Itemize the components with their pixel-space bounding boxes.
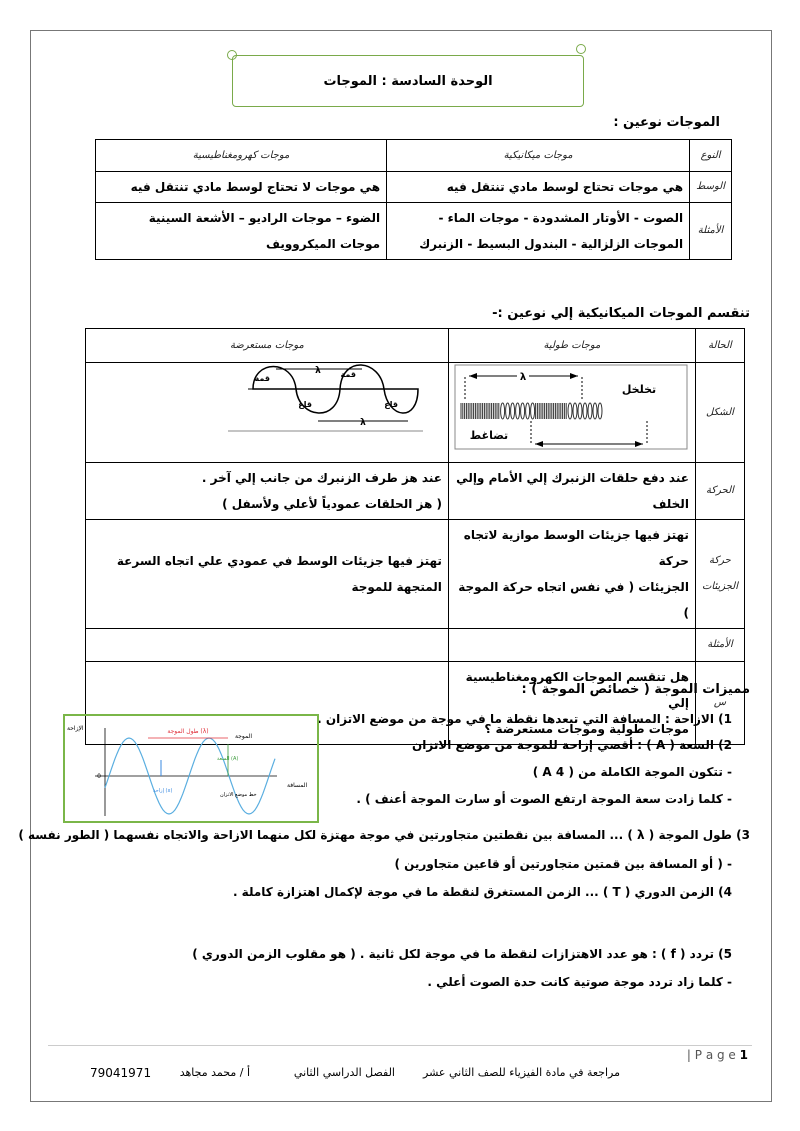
text-line: تهتز فيها جزيئات الوسط في عمودي علي اتجاه السرعة xyxy=(116,554,442,568)
amplitude-label: السعة (A) xyxy=(217,756,239,762)
section3-heading: مميزات الموجة ( خصائص الموجة ) : xyxy=(521,682,750,697)
unit-title: الوحدة السادسة : الموجات xyxy=(323,73,493,89)
transverse-wave-figure xyxy=(118,363,448,453)
longitudinal-figure xyxy=(448,363,695,463)
compression-label: تضاغط xyxy=(469,429,509,442)
feature-item: 2) السعة ( A ) : أقصي إزاحة للموجة من موضع الاتزان xyxy=(412,738,732,752)
crest-label: قمة xyxy=(340,370,356,379)
rarefaction-label: تخلخل xyxy=(621,383,657,396)
label-case: الحالة xyxy=(695,329,744,363)
equilibrium-label: خط موضع الاتزان xyxy=(220,792,257,798)
label-shape: الشكل xyxy=(695,363,744,463)
header-longitudinal: موجات طولية xyxy=(448,329,695,363)
feature-item: - ( أو المسافة بين قمتين متجاورتين أو قاعين متجاورين ) xyxy=(394,857,732,871)
transverse-examples xyxy=(86,629,449,662)
label-motion: الحركة xyxy=(695,463,744,520)
text-line: عند دفع حلقات الزنبرك إلي الأمام وإلي xyxy=(456,471,689,485)
text-line: ( هز الحلقات عمودياً لأعلي ولأسفل ) xyxy=(222,497,442,511)
footer-phone: 79041971 xyxy=(90,1066,152,1080)
feature-item: 1) الازاحة : المسافة التي تبعدها نقطة ما في موجة من موضع الاتزان . xyxy=(317,712,732,726)
wave-types-table xyxy=(95,139,732,260)
mechanical-examples xyxy=(387,203,690,260)
wave-graph-svg xyxy=(65,716,317,821)
text-line: موجات طولية وموجات مستعرضة ؟ xyxy=(484,722,689,736)
page-label: | P a g e xyxy=(686,1048,736,1062)
feature-item: - كلما زاد تردد موجة صوتية كانت حدة الصوت أعلي . xyxy=(427,975,732,989)
text-line: المتجهة للموجة xyxy=(351,580,442,594)
feature-item: 3) طول الموجة ( λ ) ... المسافة بين نقطتين متجاورتين في موجة مهتزة لكل منهما الازاحة والاتجاه نفسهما ( الطور نفسه ) xyxy=(18,828,750,842)
trough-label: قاع xyxy=(298,400,312,409)
header-electromagnetic: موجات كهرومغناطيسية xyxy=(96,140,387,172)
header-mechanical: موجات ميكانيكية xyxy=(387,140,690,172)
examples-line: الصوت - الأوتار المشدودة - موجات الماء - xyxy=(438,211,684,225)
feature-item: 4) الزمن الدوري ( T ) ... الزمن المستغرق لنقطة ما في موجة لإكمال اهتزازة كاملة . xyxy=(232,885,732,899)
text-line: الجزيئات ( في نفس اتجاه حركة الموجة ) xyxy=(458,580,689,620)
displacement-label: إزاحة (x) xyxy=(153,788,173,794)
label-particle-motion: حركة الجزيئات xyxy=(695,520,744,629)
section2-heading: تنقسم الموجات الميكانيكية إلي نوعين :- xyxy=(492,306,750,321)
em-medium: هي موجات لا تحتاج لوسط مادي تنتقل فيه xyxy=(96,172,387,203)
feature-item: - تتكون الموجة الكاملة من ( 4 A ) xyxy=(532,765,732,779)
footer-term: الفصل الدراسي الثاني xyxy=(293,1066,395,1079)
examples-line: الضوء – موجات الراديو – الأشعة السينية xyxy=(148,211,381,225)
scroll-curl-icon xyxy=(227,50,237,60)
text-line: هل تنقسم الموجات الكهرومغناطيسية إلي xyxy=(465,670,689,710)
wave-label: الموجة xyxy=(235,733,252,740)
section1-heading: الموجات نوعين : xyxy=(613,115,720,130)
lambda-label: λ xyxy=(315,366,321,376)
label-examples: الأمثلة xyxy=(690,203,732,260)
text-line: عند هز طرف الزنبرك من جانب إلي آخر . xyxy=(201,471,442,485)
unit-title-banner xyxy=(232,55,584,107)
footer-divider xyxy=(48,1045,752,1046)
wave-graph xyxy=(63,714,319,823)
transverse-particles xyxy=(86,520,449,629)
spring-figure xyxy=(449,363,695,453)
lambda-label: λ xyxy=(519,372,527,383)
footer-course: مراجعة في مادة الفيزياء للصف الثاني عشر xyxy=(423,1066,620,1079)
mechanical-medium: هي موجات تحتاج لوسط مادي تنتقل فيه xyxy=(387,172,690,203)
feature-item: 5) تردد ( f ) : هو عدد الاهتزازات لنقطة ما في موجة لكل ثانية . ( هو مقلوب الزمن الدوري ) xyxy=(192,947,732,961)
lambda-label: λ xyxy=(360,418,366,428)
text-line: تهتز فيها جزيئات الوسط موازية لاتجاه حركة xyxy=(463,528,689,568)
crest-label: قمة xyxy=(254,374,270,383)
x-axis-label: المسافة xyxy=(287,782,308,789)
feature-item: - كلما زادت سعة الموجة ارتفع الصوت أو سارت الموجة أعنف ) . xyxy=(356,792,732,806)
label-examples: الأمثلة xyxy=(695,629,744,662)
label-question: س xyxy=(695,662,744,745)
trough-label: قاع xyxy=(384,400,398,409)
y-axis-label: الإزاحة xyxy=(67,725,84,732)
longitudinal-examples xyxy=(448,629,695,662)
transverse-motion xyxy=(86,463,449,520)
scroll-curl-icon xyxy=(576,44,586,54)
page-number: 1 xyxy=(739,1048,748,1062)
label-medium: الوسط xyxy=(690,172,732,203)
longitudinal-motion xyxy=(448,463,695,520)
page-indicator xyxy=(687,1048,748,1062)
label-type: النوع xyxy=(690,140,732,172)
zero-label: 0 xyxy=(97,773,101,780)
footer-teacher: أ / محمد مجاهد xyxy=(179,1066,250,1079)
examples-line: موجات الميكروويف xyxy=(266,237,381,251)
wavelength-label: طول الموجة (λ) xyxy=(167,728,209,735)
question-cell xyxy=(448,662,695,745)
header-transverse: موجات مستعرضة xyxy=(86,329,449,363)
transverse-figure xyxy=(86,363,449,463)
em-examples xyxy=(96,203,387,260)
examples-line: الموجات الزلزالية - البندول البسيط - الزنبرك xyxy=(419,237,684,251)
longitudinal-particles xyxy=(448,520,695,629)
text-line: الخلف xyxy=(652,497,689,511)
